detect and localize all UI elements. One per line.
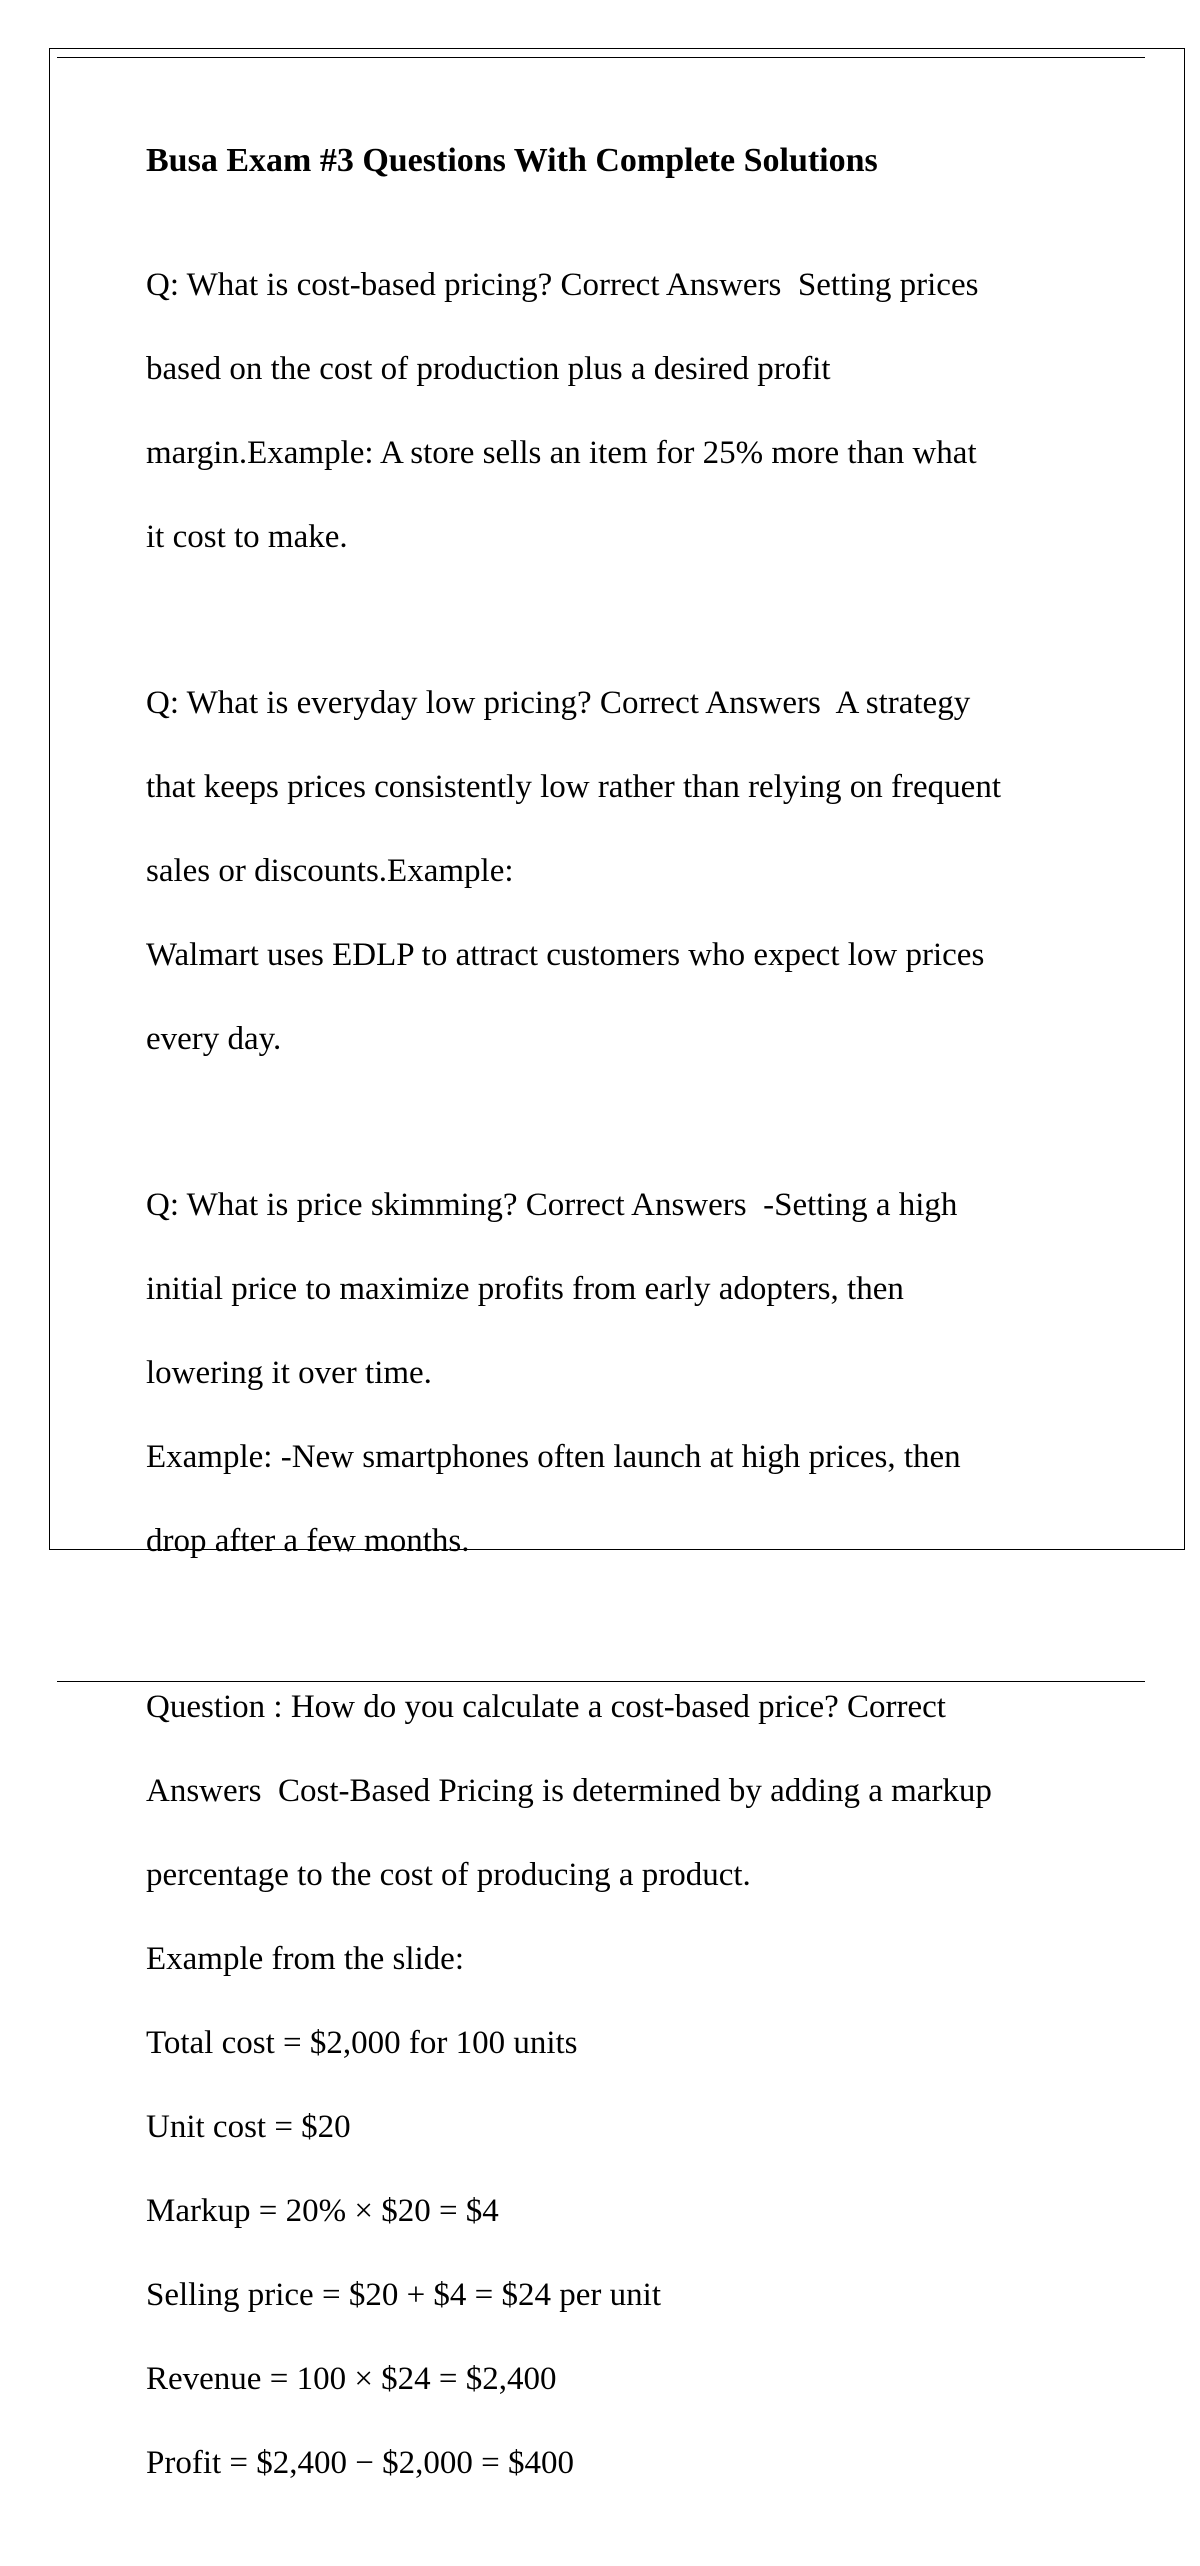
qa-block-price-skimming: [146, 1142, 1106, 1604]
qa-line: Unit cost = $20: [146, 2109, 351, 2145]
top-rule: [57, 57, 1145, 58]
qa-line: Q: What is cost-based pricing? Correct Answers Setting prices: [146, 267, 979, 303]
qa-line: Walmart uses EDLP to attract customers who expect low prices: [146, 937, 985, 973]
qa-line: lowering it over time.: [146, 1355, 432, 1391]
qa-line: Total cost = $2,000 for 100 units: [146, 2025, 578, 2061]
qa-block-cost-based-calculation: [146, 1644, 1106, 2526]
qa-line: Revenue = 100 × $24 = $2,400: [146, 2361, 557, 2397]
qa-line: that keeps prices consistently low rather than relying on frequent: [146, 769, 1001, 805]
qa-line: Q: What is everyday low pricing? Correct Answers A strategy: [146, 685, 971, 721]
qa-line: Markup = 20% × $20 = $4: [146, 2193, 499, 2229]
qa-line: initial price to maximize profits from early adopters, then: [146, 1271, 904, 1307]
document-title: Busa Exam #3 Questions With Complete Solutions: [146, 142, 878, 179]
qa-line: based on the cost of production plus a desired profit: [146, 351, 831, 387]
qa-line: Selling price = $20 + $4 = $24 per unit: [146, 2277, 662, 2313]
qa-line: drop after a few months.: [146, 1523, 470, 1559]
qa-block-cost-based-pricing: [146, 222, 1106, 600]
qa-line: Answers Cost-Based Pricing is determined by adding a markup: [146, 1773, 992, 1809]
qa-line: Q: What is price skimming? Correct Answers -Setting a high: [146, 1187, 958, 1223]
qa-line: percentage to the cost of producing a product.: [146, 1857, 751, 1893]
qa-block-everyday-low-pricing: [146, 640, 1106, 1102]
qa-line: sales or discounts.Example:: [146, 853, 514, 889]
qa-line: Question : How do you calculate a cost-based price? Correct: [146, 1689, 946, 1725]
qa-line: Profit = $2,400 − $2,000 = $400: [146, 2445, 575, 2481]
qa-line: margin.Example: A store sells an item for 25% more than what: [146, 435, 977, 471]
qa-line: Example: -New smartphones often launch at high prices, then: [146, 1439, 961, 1475]
qa-line: Example from the slide:: [146, 1941, 464, 1977]
qa-line: every day.: [146, 1021, 282, 1057]
document-content: [146, 140, 1106, 2566]
qa-line: it cost to make.: [146, 519, 348, 555]
